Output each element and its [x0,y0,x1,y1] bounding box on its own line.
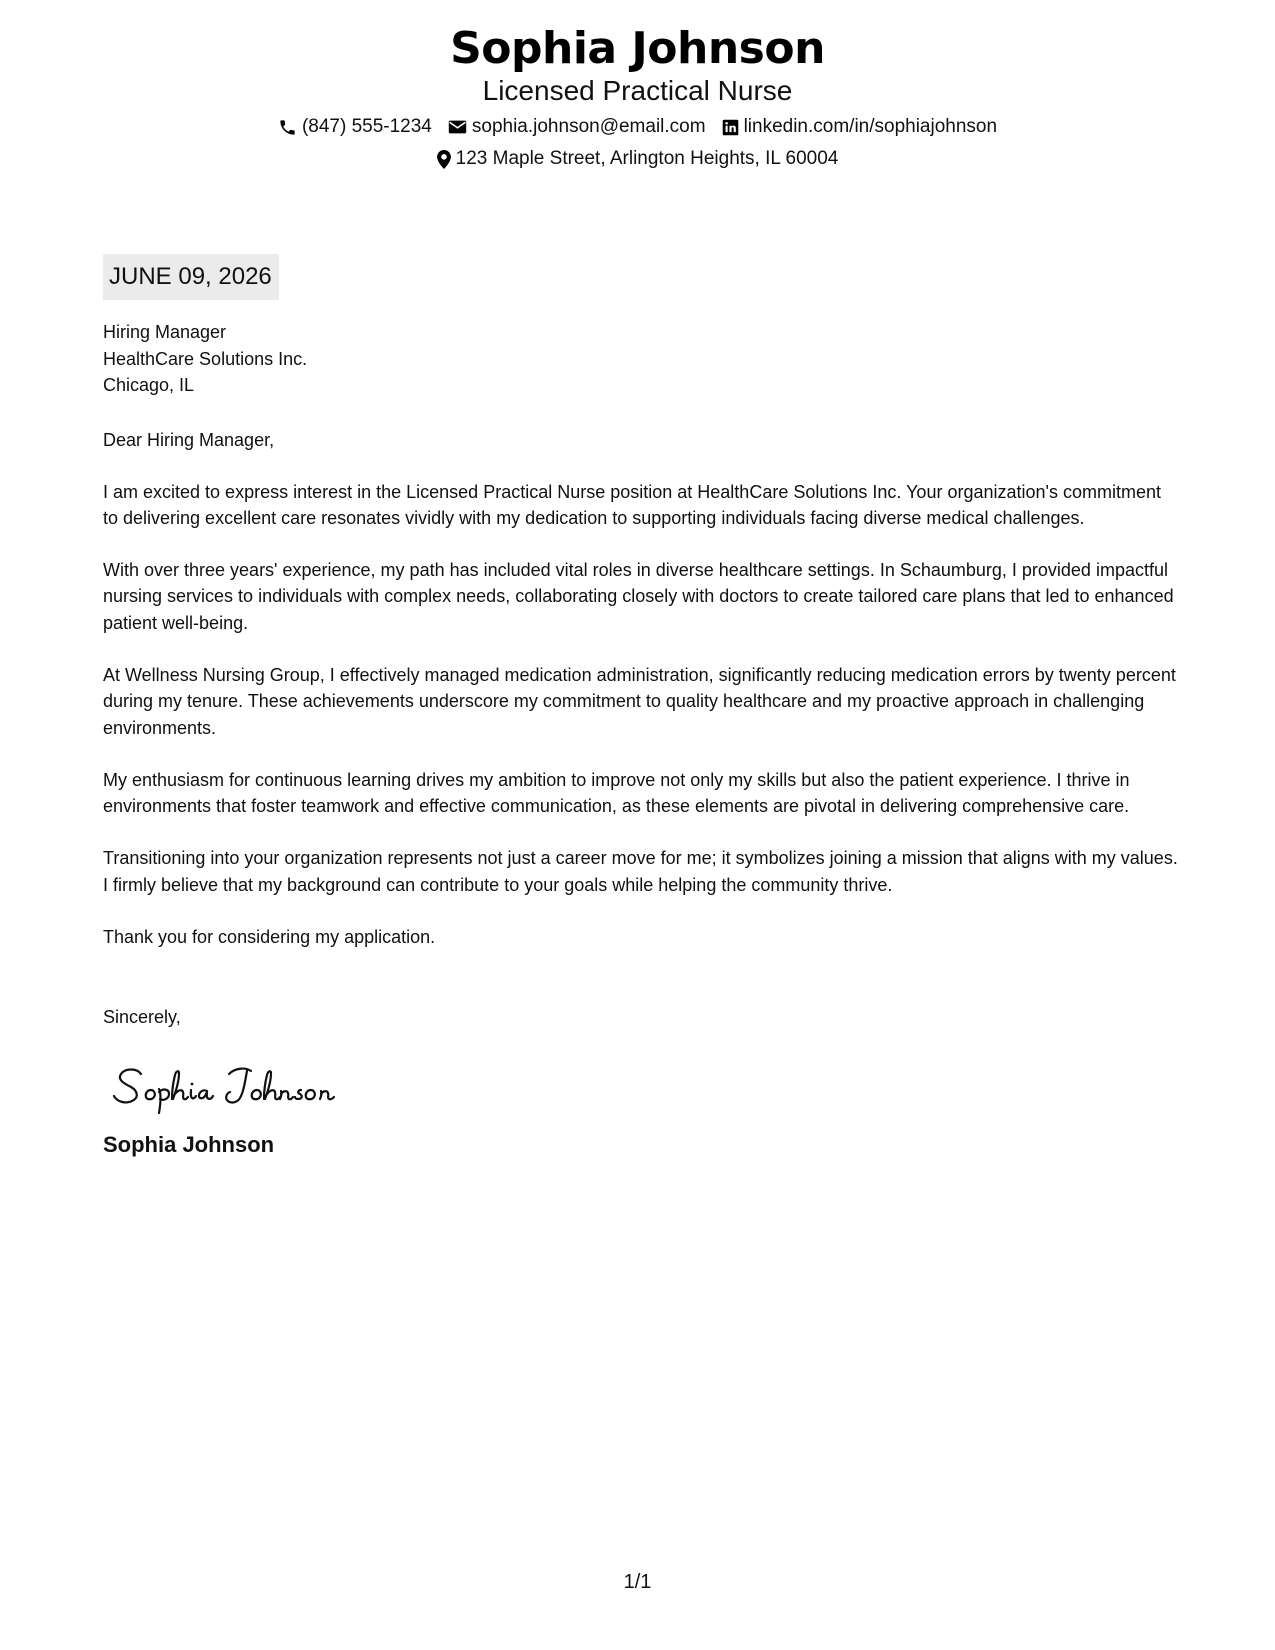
recipient-location: Chicago, IL [103,375,195,395]
map-pin-icon [437,150,451,169]
linkedin-text: linkedin.com/in/sophiajohnson [743,116,998,137]
applicant-name: Sophia Johnson [450,23,825,74]
paragraph: Thank you for considering my application. [103,927,436,948]
paragraph: Transitioning into your organization represents not just a career move for me; it symbolizes joining a mission that aligns with my values. I firmly believe that my background can contribute to your goals while helping the community thrive. [103,848,1178,895]
recipient-line: Hiring Manager [103,322,227,342]
signer-name: Sophia Johnson [103,1132,275,1158]
contact-linkedin [722,112,998,142]
linkedin-icon [722,119,739,136]
address-text: 123 Maple Street, Arlington Heights, IL 60004 [455,148,839,169]
closing: Sincerely, [103,1007,181,1028]
paragraph: My enthusiasm for continuous learning drives my ambition to improve not only my skills but also the patient experience. I thrive in environments that foster teamwork and effective communication, as these elements are pivotal in delivering comprehensive care. [103,769,1130,817]
paragraph: At Wellness Nursing Group, I effectively managed medication administration, significantly reducing medication errors by twenty percent during my tenure. These achievements underscore my commitment to quality healthcare and my proactive approach in challenging environments. [103,664,1176,738]
recipient-block [103,319,1178,399]
letter-header [0,22,1275,174]
phone-text: (847) 555-1234 [301,116,432,137]
page-number: 1/1 [623,1571,652,1593]
address-row [0,144,1275,174]
contact-row [0,112,1275,142]
contact-phone [278,112,432,142]
recipient-company: HealthCare Solutions Inc. [103,348,308,369]
contact-address [437,144,839,174]
phone-icon [278,118,297,137]
envelope-icon [448,119,467,135]
email-text: sophia.johnson@email.com [471,116,706,137]
contact-email [448,112,706,142]
letter-body [103,254,1178,1160]
paragraph: I am excited to express interest in the Licensed Practical Nurse position at HealthCare Solutions Inc. Your organization's commitment to delivering excellent care resonates vividly with my dedication to supporting individuals facing diverse medical challenges. [103,481,1161,528]
applicant-title: Licensed Practical Nurse [482,75,793,106]
paragraph: With over three years' experience, my path has included vital roles in diverse healthcare settings. In Schaumburg, I provided impactful nursing services to individuals with complex needs, collaborating closely with doctors to create tailored care plans that led to enhanced patient well-being. [103,560,1174,633]
salutation: Dear Hiring Manager, [103,429,275,450]
letter-date: JUNE 09, 2026 [103,254,279,300]
signature-image [111,1052,351,1122]
handwritten-signature [111,1052,1178,1122]
